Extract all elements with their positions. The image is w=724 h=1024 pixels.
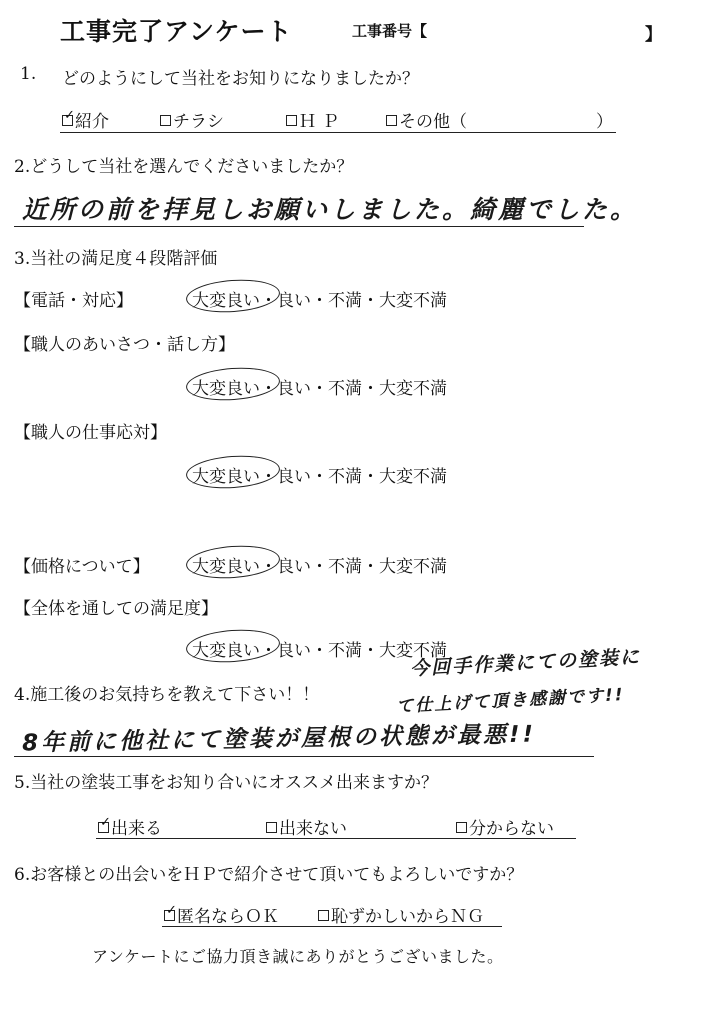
q4-handwritten-line3: 8年前に他社にて塗装が屋根の状態が最悪!! [21,721,537,757]
q6-option-ng[interactable]: 恥ずかしいからＮＧ [318,902,484,927]
q5-option-unsure[interactable]: 分からない [456,814,554,839]
checkbox-icon[interactable] [160,115,171,126]
q6-option-anonymous[interactable]: 匿名ならＯＫ [164,902,279,927]
page-title: 工事完了アンケート [60,17,293,46]
q1-option-hp[interactable]: ＨＰ [286,107,345,132]
rating-selected: 大変良い [192,467,260,487]
check-mark-icon: ✓ [64,108,75,123]
rating-label-phone: 【電話・対応】 [14,291,133,311]
checkbox-icon[interactable] [286,115,297,126]
q6-underline [162,926,502,927]
rating-selected: 大変良い [192,557,260,577]
q1-option-flyer[interactable]: チラシ [160,107,224,132]
q1-number: 1. [20,64,37,84]
q1-underline [60,132,616,133]
rating-scale: ・良い・不満・大変不満 [260,467,447,487]
q5-question: 5.当社の塗装工事をお知り合いにオススメ出来ますか？ [14,773,439,793]
check-mark-icon: ✓ [166,903,177,918]
rating-label-greeting: 【職人のあいさつ・話し方】 [14,335,235,355]
q6-question: 6.お客様との出会いをＨＰで紹介させて頂いてもよろしいですか？ [14,865,524,885]
rating-scale: ・良い・不満・大変不満 [260,379,447,399]
rating-selected: 大変良い [192,641,260,661]
rating-selected: 大変良い [192,291,260,311]
q1-other-close: ） [596,112,613,132]
q5-option-no[interactable]: 出来ない [266,814,347,839]
q2-underline [14,226,584,227]
q1-option-referral[interactable]: 紹介 [62,107,109,132]
rating-scale: ・良い・不満・大変不満 [260,291,447,311]
q5-underline [96,838,576,839]
q3-question: 3.当社の満足度４段階評価 [14,249,218,269]
q1-question: どのようにして当社をお知りになりましたか？ [62,69,419,89]
check-mark-icon: ✓ [100,815,111,830]
q4-handwritten-line1: 今回手作業にての塗装に [409,645,642,681]
checkbox-icon[interactable] [266,822,277,833]
footer-thanks: アンケートにご協力頂き誠にありがとうございました。 [92,947,504,966]
rating-label-overall: 【全体を通しての満足度】 [14,599,218,619]
q4-handwritten-line2: て仕上げて頂き感謝です!! [395,685,626,717]
checkbox-icon[interactable] [386,115,397,126]
work-number-close: 】 [645,25,662,45]
rating-label-price: 【価格について】 [14,557,150,577]
rating-scale: ・良い・不満・大変不満 [260,557,447,577]
q5-option-yes[interactable]: 出来る [98,814,162,839]
q2-handwritten-answer: 近所の前を拝見しお願いしました。綺麗でした。 [22,195,639,224]
work-number-label: 工事番号【 [352,22,428,40]
checkbox-icon[interactable] [456,822,467,833]
q2-question: 2.どうして当社を選んでくださいましたか？ [14,157,354,177]
rating-selected: 大変良い [192,379,260,399]
q1-option-other[interactable]: その他（ [386,107,467,132]
checkbox-icon[interactable] [318,910,329,921]
rating-label-work: 【職人の仕事応対】 [14,423,167,443]
q4-question: 4.施工後のお気持ちを教えて下さい！！ [14,685,320,705]
rating-scale: ・良い・不満・大変不満 [260,641,447,661]
q4-underline [14,756,594,757]
